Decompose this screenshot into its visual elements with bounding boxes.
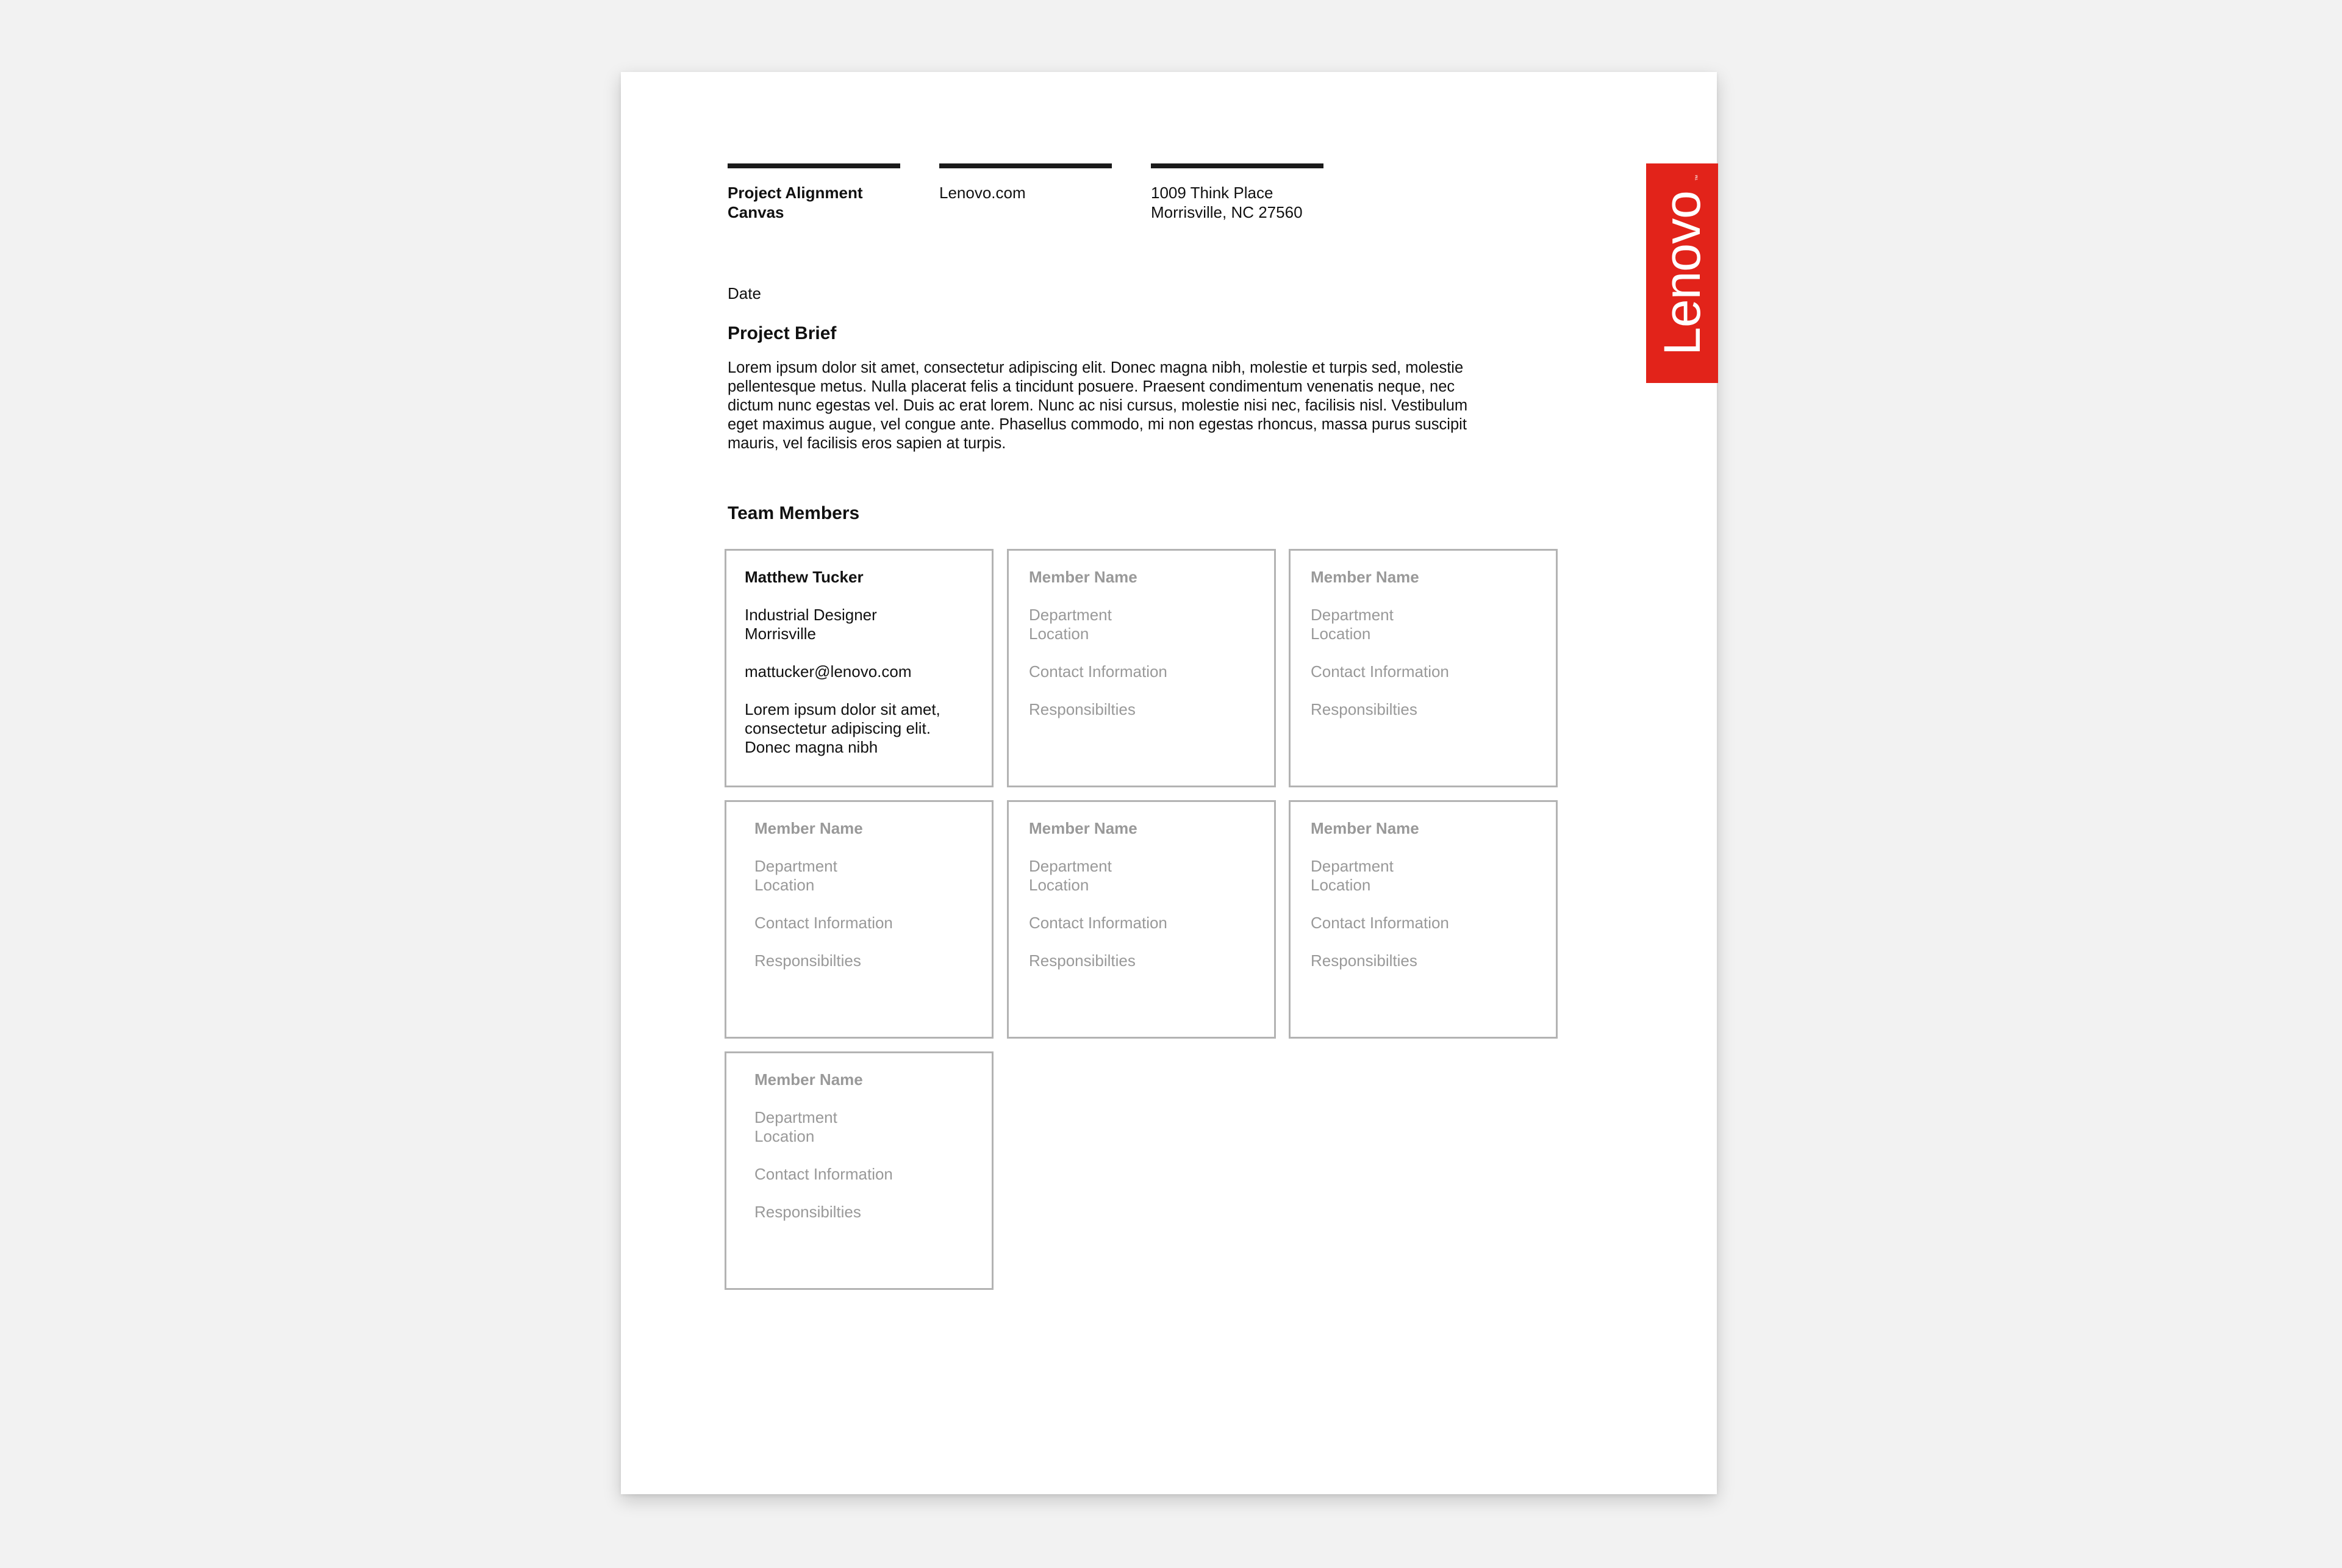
member-department: Department	[1029, 606, 1112, 624]
member-responsibilities-line: consectetur adipiscing elit.	[745, 719, 931, 737]
header-rule	[728, 163, 900, 168]
member-contact: Contact Information	[754, 1165, 893, 1183]
member-contact: Contact Information	[1029, 662, 1167, 681]
member-contact[interactable]: mattucker@lenovo.com	[745, 662, 912, 681]
header-address-column	[1151, 163, 1323, 222]
header-rule	[1151, 163, 1323, 168]
member-responsibilities-line: Responsibilties	[754, 951, 861, 970]
member-department: Department	[754, 857, 837, 875]
member-department: Department	[1029, 857, 1112, 875]
member-location: Morrisville	[745, 625, 816, 643]
member-responsibilities-line: Responsibilties	[1029, 951, 1136, 970]
member-responsibilities-line: Responsibilties	[1311, 951, 1417, 970]
member-contact: Contact Information	[754, 914, 893, 932]
member-name: Member Name	[754, 1070, 863, 1089]
member-location: Location	[1311, 876, 1371, 894]
member-department: Department	[1311, 606, 1394, 624]
member-card	[1289, 549, 1558, 787]
brief-line: eget maximus augue, vel congue ante. Phasellus commodo, mi non egestas rhoncus, massa purus suscipit	[728, 416, 1467, 433]
date-label: Date	[728, 284, 761, 303]
member-card	[725, 800, 994, 1039]
address-text: 1009 Think Place Morrisville, NC 27560	[1151, 184, 1303, 221]
member-responsibilities-line: Responsibilties	[754, 1203, 861, 1221]
member-card	[725, 549, 994, 787]
member-card	[1007, 549, 1276, 787]
member-name: Member Name	[754, 819, 863, 837]
member-location: Location	[754, 876, 815, 894]
brief-line: Lorem ipsum dolor sit amet, consectetur adipiscing elit. Donec magna nibh, molestie et turpis sed, molestie	[728, 359, 1464, 376]
header-rule	[939, 163, 1112, 168]
member-name: Member Name	[1029, 568, 1137, 586]
member-location: Location	[1311, 625, 1371, 643]
member-card	[1007, 800, 1276, 1039]
logo-wordmark: Lenovo	[1653, 191, 1711, 356]
lenovo-logo	[1646, 163, 1718, 383]
member-name: Member Name	[1311, 819, 1419, 837]
brief-line: pellentesque metus. Nulla placerat felis a tincidunt posuere. Praesent condimentum venenatis neque, nec	[728, 378, 1455, 395]
member-department: Department	[754, 1108, 837, 1126]
member-card	[1289, 800, 1558, 1039]
trademark-mark: ™	[1694, 174, 1702, 181]
document-title: Project Alignment Canvas	[728, 184, 863, 221]
member-contact: Contact Information	[1029, 914, 1167, 932]
project-brief-text	[728, 359, 1581, 453]
member-name: Member Name	[1029, 819, 1137, 837]
member-location: Location	[1029, 625, 1089, 643]
member-location: Location	[1029, 876, 1089, 894]
member-name: Member Name	[1311, 568, 1419, 586]
website-link[interactable]: Lenovo.com	[939, 184, 1026, 202]
member-location: Location	[754, 1127, 815, 1145]
header-title-column	[728, 163, 900, 222]
member-contact: Contact Information	[1311, 662, 1449, 681]
header-website-column	[939, 163, 1112, 202]
member-contact: Contact Information	[1311, 914, 1449, 932]
member-responsibilities-line: Responsibilties	[1029, 700, 1136, 718]
member-department: Industrial Designer	[745, 606, 877, 624]
brief-line: mauris, vel facilisis eros sapien at turpis.	[728, 435, 1006, 452]
member-card	[725, 1051, 994, 1290]
member-responsibilities-line: Donec magna nibh	[745, 738, 878, 756]
member-responsibilities-line: Lorem ipsum dolor sit amet,	[745, 700, 940, 718]
project-brief-heading: Project Brief	[728, 323, 837, 343]
team-members-heading: Team Members	[728, 503, 860, 523]
member-responsibilities-line: Responsibilties	[1311, 700, 1417, 718]
member-department: Department	[1311, 857, 1394, 875]
document-page	[621, 72, 1717, 1494]
member-name: Matthew Tucker	[745, 568, 864, 586]
brief-line: dictum nunc egestas vel. Duis ac erat lorem. Nunc ac nisi cursus, molestie nisi nec, facilisis nisl. Vestibulum	[728, 397, 1468, 414]
